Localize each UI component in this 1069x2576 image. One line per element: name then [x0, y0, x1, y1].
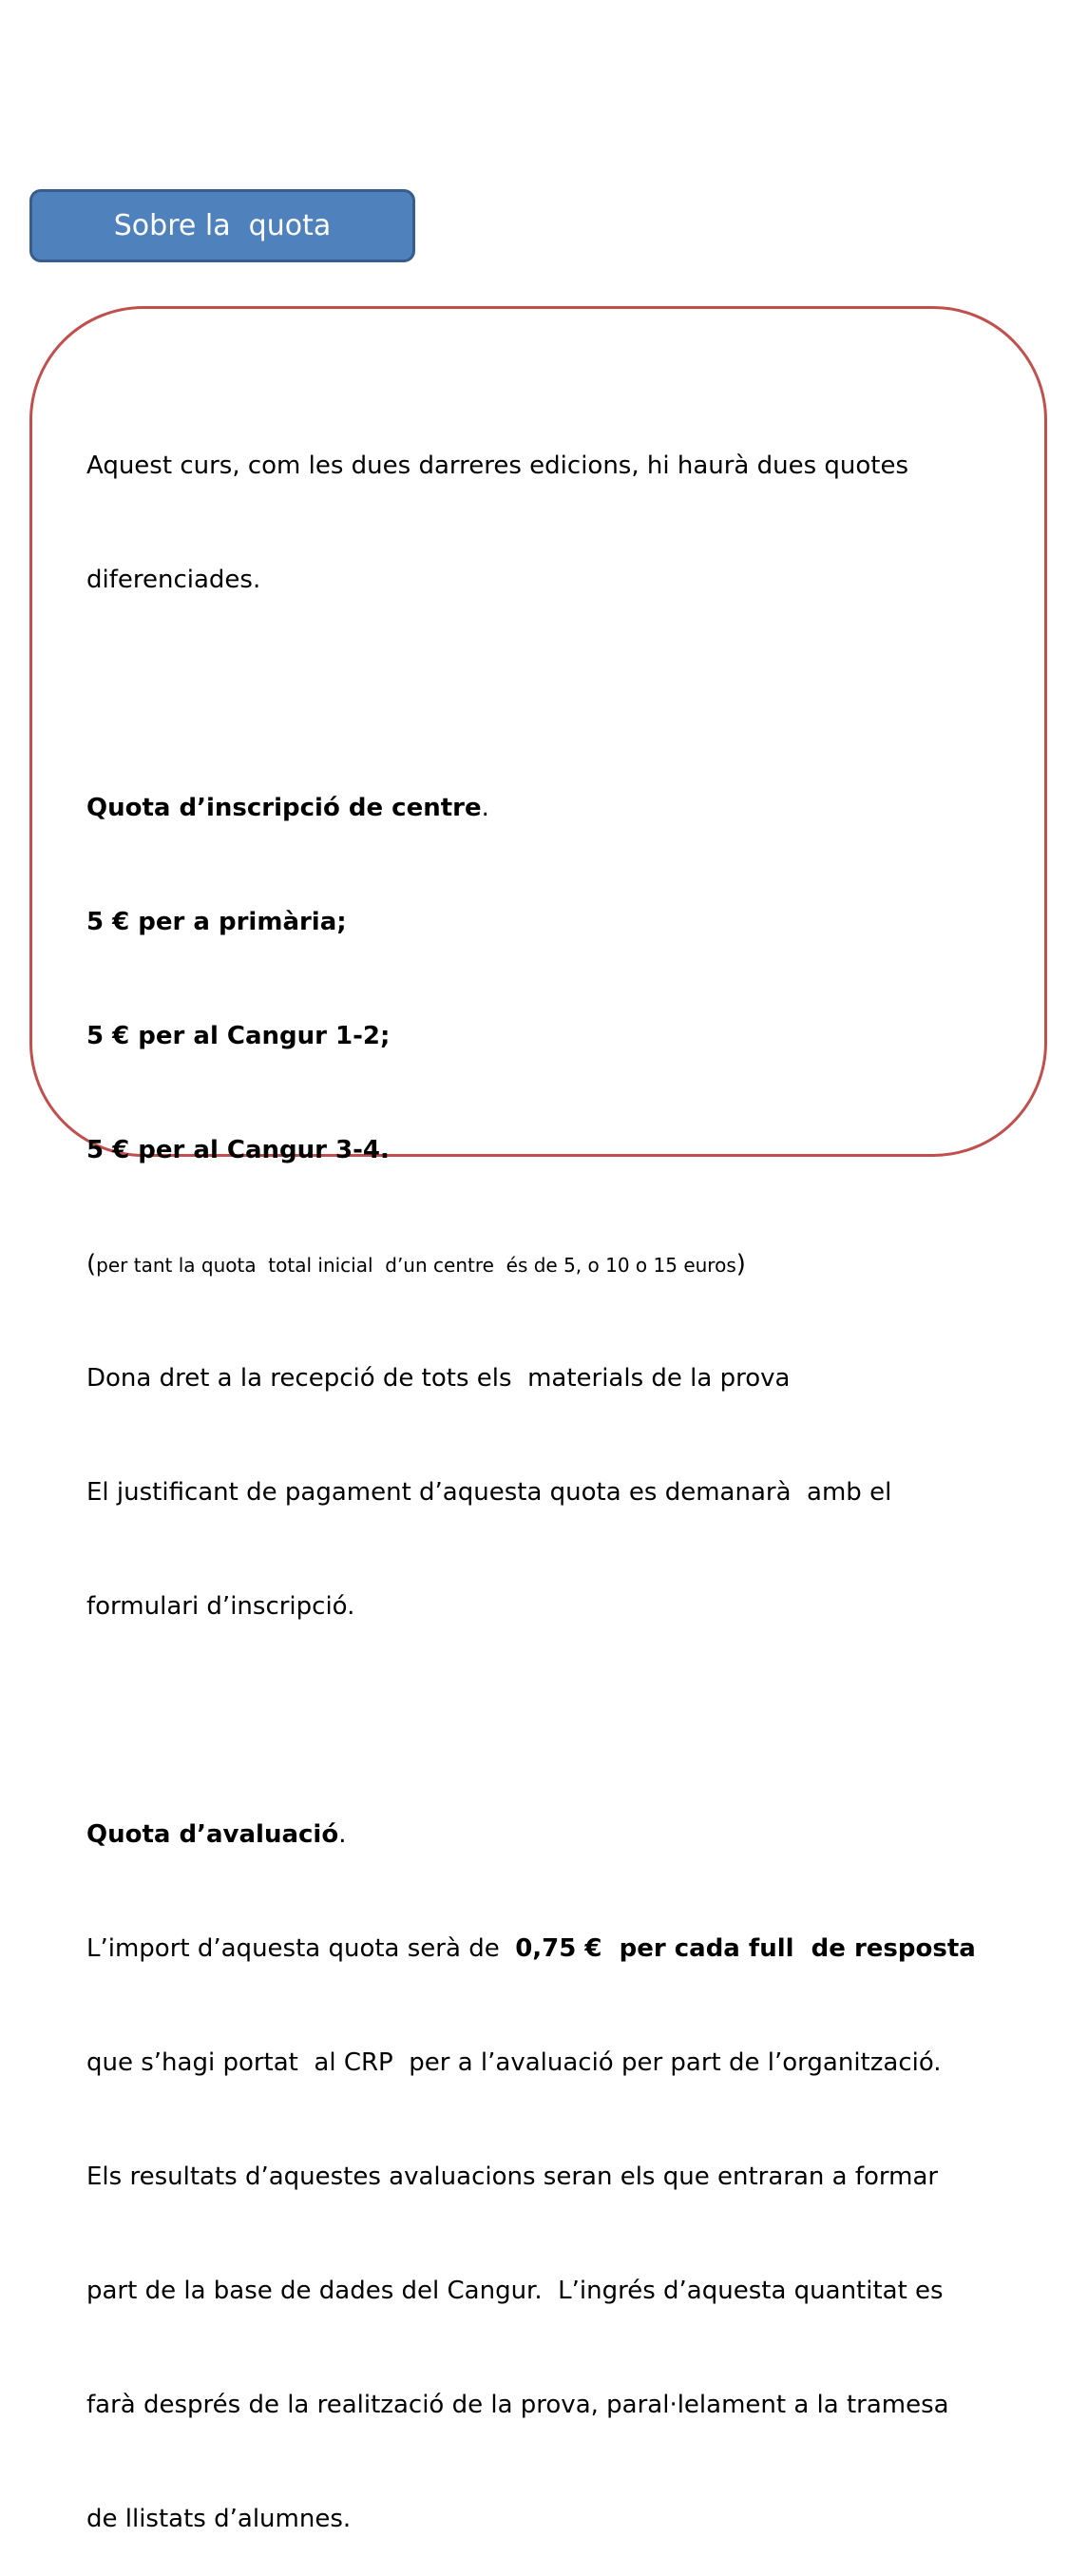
evaluation-fee-line-5: farà després de la realització de la prova, paral·lelament a la tramesa	[86, 2391, 949, 2419]
evaluation-fee-heading: Quota d’avaluació	[86, 1820, 339, 1849]
section-title: Sobre la quota	[113, 209, 332, 242]
centre-fee-desc-3: formulari d’inscripció.	[86, 1592, 355, 1621]
centre-fee-desc-2: El justificant de pagament d’aquesta quota es demanarà amb el	[86, 1478, 892, 1507]
note-close-paren: )	[735, 1250, 746, 1278]
centre-fee-heading-line	[86, 789, 1037, 827]
centre-fee-heading: Quota d’inscripció de centre	[86, 794, 482, 822]
intro-line-2: diferenciades.	[86, 566, 261, 594]
note-open-paren: (	[86, 1250, 97, 1278]
centre-fee-note-line	[86, 1245, 1037, 1283]
evaluation-fee-line-1	[86, 1930, 1037, 1968]
evaluation-fee-line-4: part de la base de dades del Cangur. L’ingrés d’aquesta quantitat es	[86, 2277, 944, 2305]
intro-line-1: Aquest curs, com les dues darreres edicions, hi haurà dues quotes	[86, 452, 909, 480]
evaluation-fee-line-6: de llistats d’alumnes.	[86, 2505, 352, 2533]
centre-fee-item-primaria: 5 € per a primària;	[86, 908, 347, 936]
evaluation-fee-prefix: L’import d’aquesta quota serà de	[86, 1934, 516, 1963]
evaluation-fee-amount: 0,75 € per cada full de resposta	[515, 1934, 976, 1963]
spacer	[86, 1701, 1037, 1740]
section-title-box	[29, 189, 415, 262]
centre-fee-item-cangur-3-4: 5 € per al Cangur 3-4.	[86, 1136, 390, 1164]
evaluation-fee-line-2: que s’hagi portat al CRP per a l’avaluació per part de l’organització.	[86, 2048, 942, 2077]
spacer	[86, 675, 1037, 713]
centre-fee-heading-punct: .	[481, 794, 489, 822]
fee-description	[86, 371, 1037, 2576]
centre-fee-item-cangur-1-2: 5 € per al Cangur 1-2;	[86, 1022, 391, 1050]
centre-fee-note: per tant la quota total inicial d’un centre és de 5, o 10 o 15 euros	[96, 1254, 736, 1277]
evaluation-fee-heading-line	[86, 1816, 1037, 1854]
evaluation-fee-line-3: Els resultats d’aquestes avaluacions seran els que entraran a formar	[86, 2163, 939, 2191]
evaluation-fee-heading-punct: .	[338, 1820, 347, 1849]
centre-fee-desc-1: Dona dret a la recepció de tots els materials de la prova	[86, 1364, 791, 1393]
